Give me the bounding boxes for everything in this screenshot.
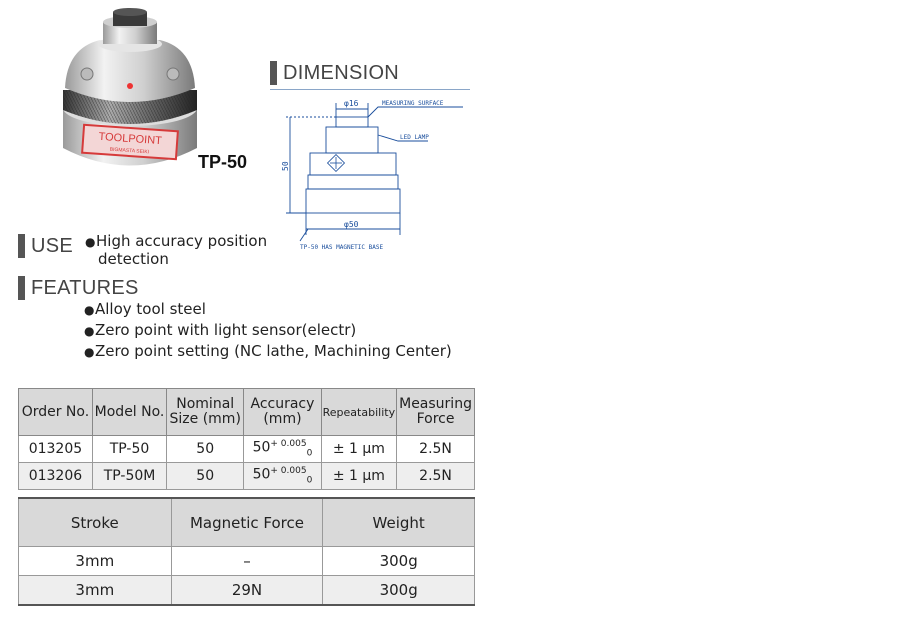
accuracy-base: 50 — [252, 439, 271, 456]
section-features — [18, 276, 139, 300]
cell-repeatability: ± 1 μm — [321, 463, 396, 490]
features-list — [84, 301, 452, 364]
accuracy-plus: + 0.005 — [270, 466, 307, 477]
cell-model-no: TP-50M — [92, 463, 166, 490]
section-use — [18, 234, 73, 258]
cell-nominal-size: 50 — [167, 436, 244, 463]
header-model-no: Model No. — [92, 389, 166, 436]
table-row — [19, 463, 475, 490]
model-label: TP-50 — [198, 152, 248, 172]
section-bar — [18, 234, 25, 258]
drawing-measuring-surface: MEASURING SURFACE — [382, 100, 444, 107]
drawing-height-dim: 50 — [281, 161, 290, 171]
cell-stroke: 3mm — [19, 547, 172, 576]
cell-weight: 300g — [323, 547, 475, 576]
bullet-icon: ● — [84, 324, 95, 338]
cell-model-no: TP-50 — [92, 436, 166, 463]
section-features-title: FEATURES — [31, 276, 139, 299]
cell-accuracy — [244, 463, 321, 490]
photo-maker-text: BIGMASTA SEIKI — [109, 146, 150, 156]
cell-weight: 300g — [323, 576, 475, 606]
header-stroke: Stroke — [19, 498, 172, 547]
dimension-underline — [270, 89, 470, 90]
cell-nominal-size: 50 — [167, 463, 244, 490]
cell-accuracy — [244, 436, 321, 463]
feature-text: Zero point with light sensor(electr) — [95, 321, 357, 339]
list-item — [84, 301, 452, 319]
table-row — [19, 547, 475, 576]
drawing-base-note: TP-50 HAS MAGNETIC BASE — [300, 244, 384, 251]
cell-order-no: 013205 — [19, 436, 93, 463]
cell-repeatability: ± 1 μm — [321, 436, 396, 463]
table-row — [19, 576, 475, 606]
header-order-no: Order No. — [19, 389, 93, 436]
physical-table — [18, 497, 475, 606]
cell-stroke: 3mm — [19, 576, 172, 606]
photo-brand-text: TOOLPOINT — [98, 130, 163, 148]
cell-measuring-force: 2.5N — [397, 463, 475, 490]
header-weight: Weight — [323, 498, 475, 547]
feature-text: Zero point setting (NC lathe, Machining Center) — [95, 342, 452, 360]
accuracy-minus: 0 — [306, 475, 313, 486]
header-measuring-force: Measuring Force — [397, 389, 475, 436]
header-accuracy: Accuracy (mm) — [244, 389, 321, 436]
header-nominal-size: Nominal Size (mm) — [167, 389, 244, 436]
header-repeatability: Repeatability — [321, 389, 396, 436]
drawing-led-lamp: LED LAMP — [400, 134, 429, 141]
drawing-top-dim: φ16 — [344, 99, 359, 108]
cell-magnetic-force: – — [171, 547, 323, 576]
cell-magnetic-force: 29N — [171, 576, 323, 606]
use-line-1: High accuracy position — [96, 232, 268, 250]
spec-table — [18, 388, 475, 490]
accuracy-plus: + 0.005 — [270, 439, 307, 450]
section-use-title: USE — [31, 234, 74, 257]
bullet-icon: ● — [84, 303, 95, 317]
header-magnetic-force: Magnetic Force — [171, 498, 323, 547]
cell-measuring-force: 2.5N — [397, 436, 475, 463]
feature-text: Alloy tool steel — [95, 300, 206, 318]
bullet-icon: ● — [85, 235, 96, 249]
accuracy-minus: 0 — [306, 448, 313, 459]
table-header-row — [19, 389, 475, 436]
section-dimension — [270, 61, 399, 85]
section-bar — [270, 61, 277, 85]
section-bar — [18, 276, 25, 300]
table-row — [19, 436, 475, 463]
dimension-drawing — [278, 95, 478, 255]
table-header-row — [19, 498, 475, 547]
product-photo — [55, 8, 205, 178]
use-description — [85, 233, 295, 268]
list-item — [84, 343, 452, 361]
list-item — [84, 322, 452, 340]
drawing-base-dim: φ50 — [344, 220, 359, 229]
cell-order-no: 013206 — [19, 463, 93, 490]
section-dimension-title: DIMENSION — [283, 61, 400, 84]
use-line-2: detection — [98, 250, 169, 268]
accuracy-base: 50 — [252, 466, 271, 483]
bullet-icon: ● — [84, 345, 95, 359]
